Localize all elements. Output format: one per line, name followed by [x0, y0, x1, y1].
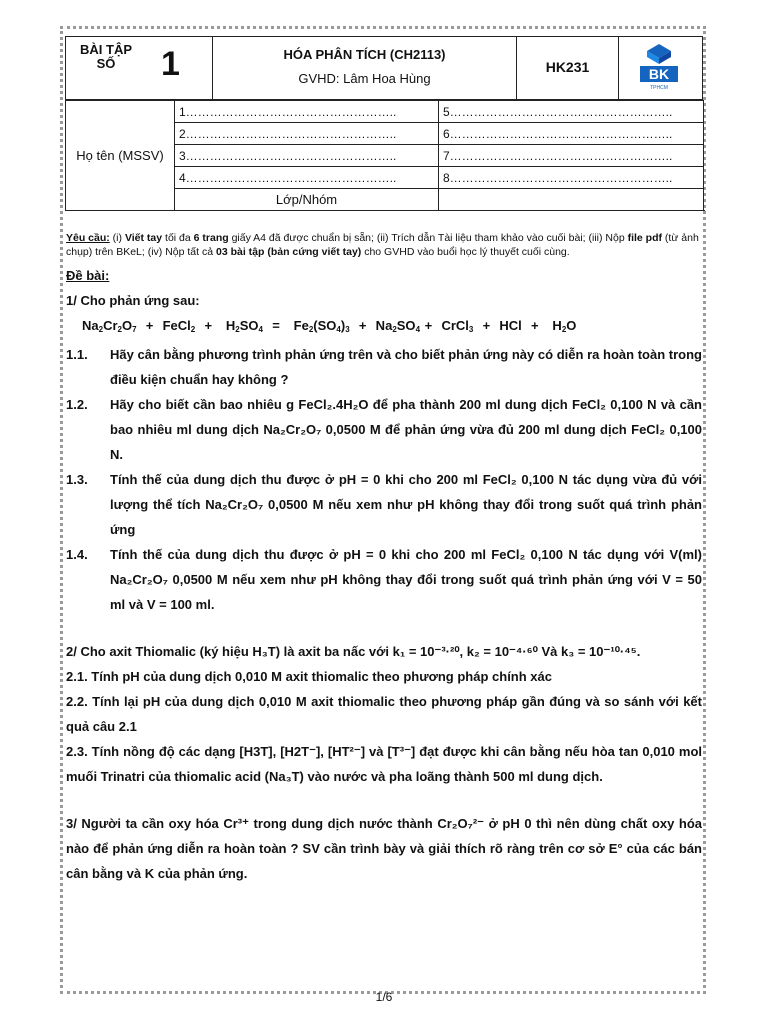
student-slot-8[interactable]: 8………………………………………………..	[439, 167, 704, 189]
course-cell	[213, 37, 517, 99]
reaction-equation: $Na_2Cr_2O_7$ + FeCl$_2$ + $H_2SO_4 = Fe_2(SO_4)_3 + Na_2SO_4$ + CrCl$_3$ + HCl + $H_2O$	[82, 318, 577, 334]
exercise-number: 1	[161, 45, 180, 83]
q2-sub-2: 2.2. Tính lại pH của dung dịch 0,010 M axit thiomalic theo phương pháp gần đúng và so sánh với kết quả câu 2.1	[66, 694, 702, 734]
instructor: GVHD: Lâm Hoa Hùng	[298, 71, 431, 86]
term-cell	[517, 37, 619, 99]
student-slot-1[interactable]: 1……………………………………………..	[175, 101, 439, 123]
q1-item-1: 1.1. Hãy cân bằng phương trình phản ứng trên và cho biết phản ứng này có diễn ra hoàn toàn trong điều kiện chuẩn hay không ?	[66, 347, 702, 387]
q1-item-4: 1.4. Tính thế của dung dịch thu được ở pH = 0 khi cho 200 ml FeCl₂ 0,100 N tác dụng với V(ml) Na₂Cr₂O₇ 0,0500 M nếu xem như pH không thay đổi trong suốt quá trình phản ứng với V = 50 ml và V = 100 ml.	[66, 547, 702, 612]
logo-text: BK	[648, 66, 670, 82]
q2-sub-1: 2.1. Tính pH của dung dịch 0,010 M axit thiomalic theo phương pháp chính xác	[66, 669, 552, 684]
student-slot-7[interactable]: 7………………………………………………..	[439, 145, 704, 167]
term: HK231	[545, 59, 590, 75]
requirements: Yêu cầu: (i) Viết tay tối đa 6 trang giấy A4 đã được chuẩn bị sẵn; (ii) Trích dẫn Tài liệu tham khảo vào cuối bài; (iii) Nộp file pdf (từ ảnh chụp) trên BKeL; (iv) Nộp tất cả 03 bài tập (bản cứng viết tay) cho GVHD vào buổi học lý thuyết cuối cùng.	[66, 232, 699, 258]
class-field[interactable]	[439, 189, 704, 211]
q2-sub-3: 2.3. Tính nồng độ các dạng [H3T], [H2T⁻], [HT²⁻] và [T³⁻] đạt được khi cân bằng nếu hòa tan 0,010 mol muối Trinatri của thiomalic acid (Na₃T) vào nước và pha loãng thành 500 ml dung dịch.	[66, 744, 702, 784]
course-title: HÓA PHÂN TÍCH (CH2113)	[283, 47, 446, 62]
page-number: 1/6	[375, 990, 393, 1004]
q1-item-3: 1.3. Tính thế của dung dịch thu được ở pH = 0 khi cho 200 ml FeCl₂ 0,100 N tác dụng vừa đủ với lượng thể tích Na₂Cr₂O₇ 0,0500 M nếu xem như pH không thay đổi trong suốt quá trình phản ứng	[66, 472, 702, 537]
header-table	[65, 36, 703, 100]
logo-cell	[619, 37, 704, 99]
problem-heading: Đề bài:	[66, 268, 110, 283]
student-slot-4[interactable]: 4……………………………………………..	[175, 167, 439, 189]
document-body	[66, 231, 702, 886]
exercise-label-line2: SỐ	[96, 56, 116, 71]
class-label: Lớp/Nhóm	[175, 189, 439, 211]
exercise-label	[76, 43, 136, 71]
q2-intro: 2/ Cho axit Thiomalic (ký hiệu H₃T) là axit ba nấc với k₁ = 10⁻³·²⁰, k₂ = 10⁻⁴·⁶⁰ Và k₃ = 10⁻¹⁰·⁴⁵.	[66, 644, 641, 659]
student-slot-6[interactable]: 6………………………………………………..	[439, 123, 704, 145]
q1-item-2: 1.2. Hãy cho biết cần bao nhiêu g FeCl₂.4H₂O để pha thành 200 ml dung dịch FeCl₂ 0,100 N và cần bao nhiêu ml dung dịch Na₂Cr₂O₇ 0,0500 M để phản ứng vừa đủ 200 ml dung dịch FeCl₂ 0,100 N.	[66, 397, 702, 462]
exercise-cell	[66, 37, 213, 99]
student-slot-2[interactable]: 2……………………………………………..	[175, 123, 439, 145]
university-logo-icon	[631, 42, 687, 94]
requirements-label: Yêu cầu:	[66, 232, 110, 244]
name-label: Họ tên (MSSV)	[66, 101, 175, 211]
q1-title: 1/ Cho phản ứng sau:	[66, 293, 200, 308]
exercise-label-line1: BÀI TẬP	[80, 42, 132, 57]
student-slot-5[interactable]: 5………………………………………………..	[439, 101, 704, 123]
q3-text: 3/ Người ta cần oxy hóa Cr³⁺ trong dung dịch nước thành Cr₂O₇²⁻ ở pH 0 thì nên dùng chất oxy hóa nào để phản ứng diễn ra hoàn toàn ? SV cần trình bày và giải thích rõ ràng trên cơ sở E° của các bán cân bằng và K của phản ứng.	[66, 816, 702, 881]
student-info-table	[65, 100, 704, 211]
logo-subtext: TPHCM	[650, 85, 668, 91]
student-slot-3[interactable]: 3……………………………………………..	[175, 145, 439, 167]
